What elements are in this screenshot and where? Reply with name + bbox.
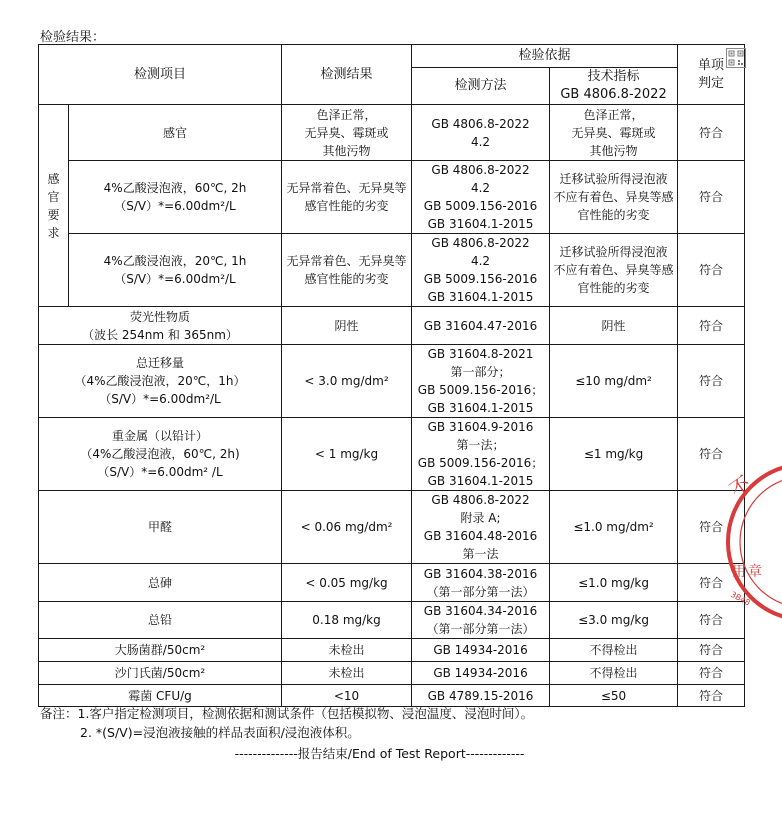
verdict-cell: 符合 [678, 564, 745, 602]
verdict-cell: 符合 [678, 662, 745, 685]
verdict-cell: 符合 [678, 161, 745, 234]
item-cell: 霉菌 CFU/g [39, 685, 282, 707]
result-cell: < 3.0 mg/dm² [282, 345, 412, 418]
method-cell: GB 4806.8-2022 4.2 GB 5009.156-2016 GB 31604.1-2015 [412, 161, 550, 234]
method-cell: GB 4789.15-2016 [412, 685, 550, 707]
method-cell: GB 31604.9-2016 第一法； GB 5009.156-2016； GB 31604.1-2015 [412, 418, 550, 491]
table-row [39, 662, 745, 685]
spec-cell: 不得检出 [550, 639, 678, 662]
header-basis: 检验依据 [412, 45, 678, 68]
spec-cell: ≤1.0 mg/kg [550, 564, 678, 602]
spec-cell: ≤1.0 mg/dm² [550, 491, 678, 564]
header-result: 检测结果 [282, 45, 412, 105]
result-cell: < 0.05 mg/kg [282, 564, 412, 602]
svg-text:用: 用 [732, 564, 746, 580]
result-cell: 未检出 [282, 639, 412, 662]
table-row [39, 161, 745, 234]
table-row [39, 307, 745, 345]
header-spec: 技术指标 GB 4806.8-2022 [550, 68, 678, 105]
header-item: 检测项目 [39, 45, 282, 105]
method-cell: GB 31604.34-2016 （第一部分第一法） [412, 602, 550, 639]
result-cell: 0.18 mg/kg [282, 602, 412, 639]
item-cell: 总迁移量 （4%乙酸浸泡液，20℃，1h） （S/V）*=6.00dm²/L [39, 345, 282, 418]
table-row [39, 639, 745, 662]
method-cell: GB 31604.47-2016 [412, 307, 550, 345]
verdict-cell: 符合 [678, 491, 745, 564]
method-cell: GB 31604.8-2021 第一部分； GB 5009.156-2016； GB 31604.1-2015 [412, 345, 550, 418]
svg-text:不: 不 [725, 470, 756, 503]
method-cell: GB 4806.8-2022 附录 A; GB 31604.48-2016 第一法 [412, 491, 550, 564]
result-cell: 阴性 [282, 307, 412, 345]
verdict-cell: 符合 [678, 234, 745, 307]
item-cell: 总铅 [39, 602, 282, 639]
spec-cell: ≤50 [550, 685, 678, 707]
item-cell: 荧光性物质 （波长 254nm 和 365nm） [39, 307, 282, 345]
results-heading: 检验结果： [40, 30, 106, 45]
item-cell: 4%乙酸浸泡液，60℃, 2h （S/V）*=6.00dm²/L [69, 161, 282, 234]
result-cell: 无异常着色、无异臭等 感官性能的劣变 [282, 234, 412, 307]
verdict-cell: 符合 [678, 418, 745, 491]
result-cell: < 1 mg/kg [282, 418, 412, 491]
verdict-cell: 符合 [678, 639, 745, 662]
seal-stamp [722, 456, 782, 636]
spec-cell: ≤3.0 mg/kg [550, 602, 678, 639]
spec-cell: ≤10 mg/dm² [550, 345, 678, 418]
results-table [38, 44, 745, 707]
method-cell: GB 4806.8-2022 4.2 [412, 105, 550, 161]
table-row [39, 491, 745, 564]
result-cell: < 0.06 mg/dm² [282, 491, 412, 564]
method-cell: GB 14934-2016 [412, 662, 550, 685]
table-row [39, 234, 745, 307]
method-cell: GB 4806.8-2022 4.2 GB 5009.156-2016 GB 31604.1-2015 [412, 234, 550, 307]
end-of-report: --------------报告结束/End of Test Report------------- [234, 746, 525, 761]
table-row [39, 602, 745, 639]
item-cell: 4%乙酸浸泡液，20℃, 1h （S/V）*=6.00dm²/L [69, 234, 282, 307]
header-method: 检测方法 [412, 68, 550, 105]
remarks [40, 704, 533, 742]
method-cell: GB 31604.38-2016 （第一部分第一法） [412, 564, 550, 602]
spec-cell: 不得检出 [550, 662, 678, 685]
item-cell: 甲醛 [39, 491, 282, 564]
qr-code-icon[interactable] [725, 47, 747, 69]
table-row [39, 105, 745, 161]
result-cell: 色泽正常， 无异臭、霉斑或 其他污物 [282, 105, 412, 161]
sensory-group-label: 感 官 要 求 [39, 105, 69, 307]
spec-cell: 迁移试验所得浸泡液 不应有着色、异臭等感 官性能的劣变 [550, 161, 678, 234]
svg-text:3B48: 3B48 [729, 589, 752, 608]
table-row [39, 564, 745, 602]
svg-text:章: 章 [748, 564, 762, 580]
verdict-cell: 符合 [678, 307, 745, 345]
table-row [39, 345, 745, 418]
spec-cell: 阴性 [550, 307, 678, 345]
spec-cell: ≤1 mg/kg [550, 418, 678, 491]
remark-line: 备注：1.客户指定检测项目，检测依据和测试条件（包括模拟物、浸泡温度、浸泡时间）。 [40, 706, 534, 721]
verdict-cell: 符合 [678, 602, 745, 639]
item-cell: 重金属（以铅计） （4%乙酸浸泡液，60℃, 2h) （S/V）*=6.00dm² /L [39, 418, 282, 491]
remark-line: 2. *(S/V)=浸泡液接触的样品表面积/浸泡液体积。 [80, 725, 360, 740]
item-cell: 总砷 [39, 564, 282, 602]
header-verdict: 单项 判定 [678, 45, 745, 105]
verdict-cell: 符合 [678, 345, 745, 418]
item-cell: 感官 [69, 105, 282, 161]
item-cell: 沙门氏菌/50cm² [39, 662, 282, 685]
result-cell: <10 [282, 685, 412, 707]
result-cell: 未检出 [282, 662, 412, 685]
verdict-cell: 符合 [678, 685, 745, 707]
table-row [39, 418, 745, 491]
verdict-cell: 符合 [678, 105, 745, 161]
method-cell: GB 14934-2016 [412, 639, 550, 662]
item-cell: 大肠菌群/50cm² [39, 639, 282, 662]
spec-cell: 迁移试验所得浸泡液 不应有着色、异臭等感 官性能的劣变 [550, 234, 678, 307]
spec-cell: 色泽正常， 无异臭、霉斑或 其他污物 [550, 105, 678, 161]
result-cell: 无异常着色、无异臭等 感官性能的劣变 [282, 161, 412, 234]
